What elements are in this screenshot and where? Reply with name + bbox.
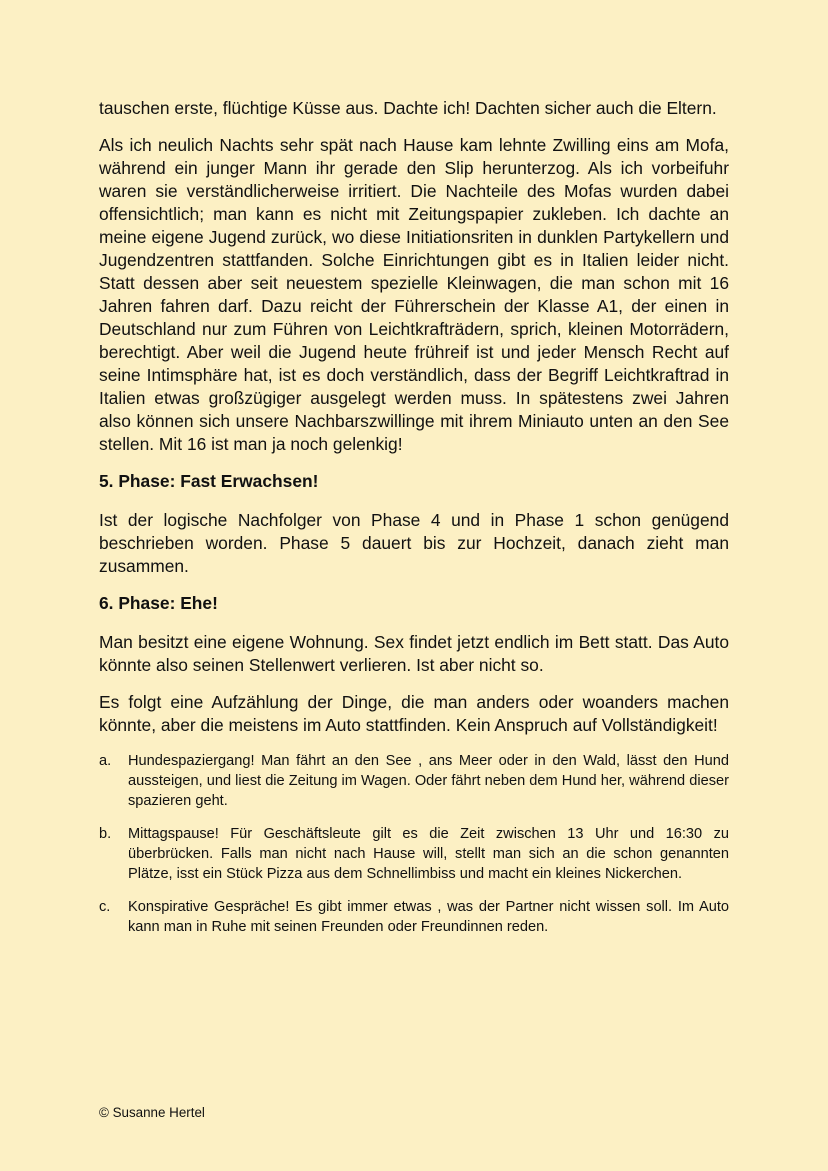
list-marker: c. xyxy=(99,899,111,915)
list-item-text: Konspirative Gespräche! Es gibt immer etwas , was der Partner nicht wissen soll. Im Auto kann man in Ruhe mit seinen Freunden oder Freundinnen reden. xyxy=(128,899,729,935)
list-item xyxy=(99,824,729,884)
list-item-text: Mittagspause! Für Geschäftsleute gilt es die Zeit zwischen 13 Uhr und 16:30 zu überbrücken. Falls man nicht nach Hause will, stellt man sich an die schon genannten Plätze, isst ein Stück Pizza aus dem Schnellimbiss und macht ein kleines Nickerchen. xyxy=(128,826,729,882)
paragraph-mofa: Als ich neulich Nachts sehr spät nach Hause kam lehnte Zwilling eins am Mofa, während ein junger Mann ihr gerade den Slip herunterzog. Als ich vorbeifuhr waren sie verständlicherweise irritiert. Die Nachteile des Mofas wurden dabei offensichtlich; man kann es nicht mit Zeitungspapier zukleben. Ich dachte an meine eigene Jugend zurück, wo diese Initiationsriten in dunklen Partykellern und Jugendzentren stattfanden. Solche Einrichtungen gibt es in Italien leider nicht. Statt dessen aber seit neuestem spezielle Kleinwagen, die man schon mit 16 Jahren fahren darf. Dazu reicht der Führerschein der Klasse A1, der einen in Deutschland nur zum Führen von Leichtkrafträdern, sprich, kleinen Motorrädern, berechtigt. Aber weil die Jugend heute frühreif ist und jeder Mensch Recht auf seine Intimsphäre hat, ist es doch verständlich, dass der Begriff Leichtkraftrad in Italien etwas großzügiger ausgelegt werden muss. In spätestens zwei Jahren also können sich unsere Nachbarszwillinge mit ihrem Miniauto unten an den See stellen. Mit 16 ist man ja noch gelenkig! xyxy=(99,135,729,454)
list-marker: a. xyxy=(99,753,112,769)
copyright-footer: © Susanne Hertel xyxy=(99,1105,205,1120)
paragraph-enumeration: Es folgt eine Aufzählung der Dinge, die man anders oder woanders machen könnte, aber die meistens im Auto stattfinden. Kein Anspruch auf Vollständigkeit! xyxy=(99,692,729,735)
paragraph-phase-5: Ist der logische Nachfolger von Phase 4 und in Phase 1 schon genügend beschrieben worden. Phase 5 dauert bis zur Hochzeit, danach zieht man zusammen. xyxy=(99,510,729,576)
paragraph-intro: tauschen erste, flüchtige Küsse aus. Dachte ich! Dachten sicher auch die Eltern. xyxy=(99,98,717,118)
list-marker: b. xyxy=(99,826,112,842)
list-item xyxy=(99,897,729,937)
list-item-text: Hundespaziergang! Man fährt an den See , ans Meer oder in den Wald, lässt den Hund aussteigen, und liest die Zeitung im Wagen. Oder fährt neben dem Hund her, während dieser spazieren geht. xyxy=(128,753,729,809)
document-page xyxy=(99,97,729,950)
activity-list xyxy=(99,751,729,937)
heading-phase-6: 6. Phase: Ehe! xyxy=(99,593,218,613)
list-item xyxy=(99,751,729,811)
heading-phase-5: 5. Phase: Fast Erwachsen! xyxy=(99,471,319,491)
paragraph-phase-6: Man besitzt eine eigene Wohnung. Sex findet jetzt endlich im Bett statt. Das Auto könnte also seinen Stellenwert verlieren. Ist aber nicht so. xyxy=(99,632,729,675)
